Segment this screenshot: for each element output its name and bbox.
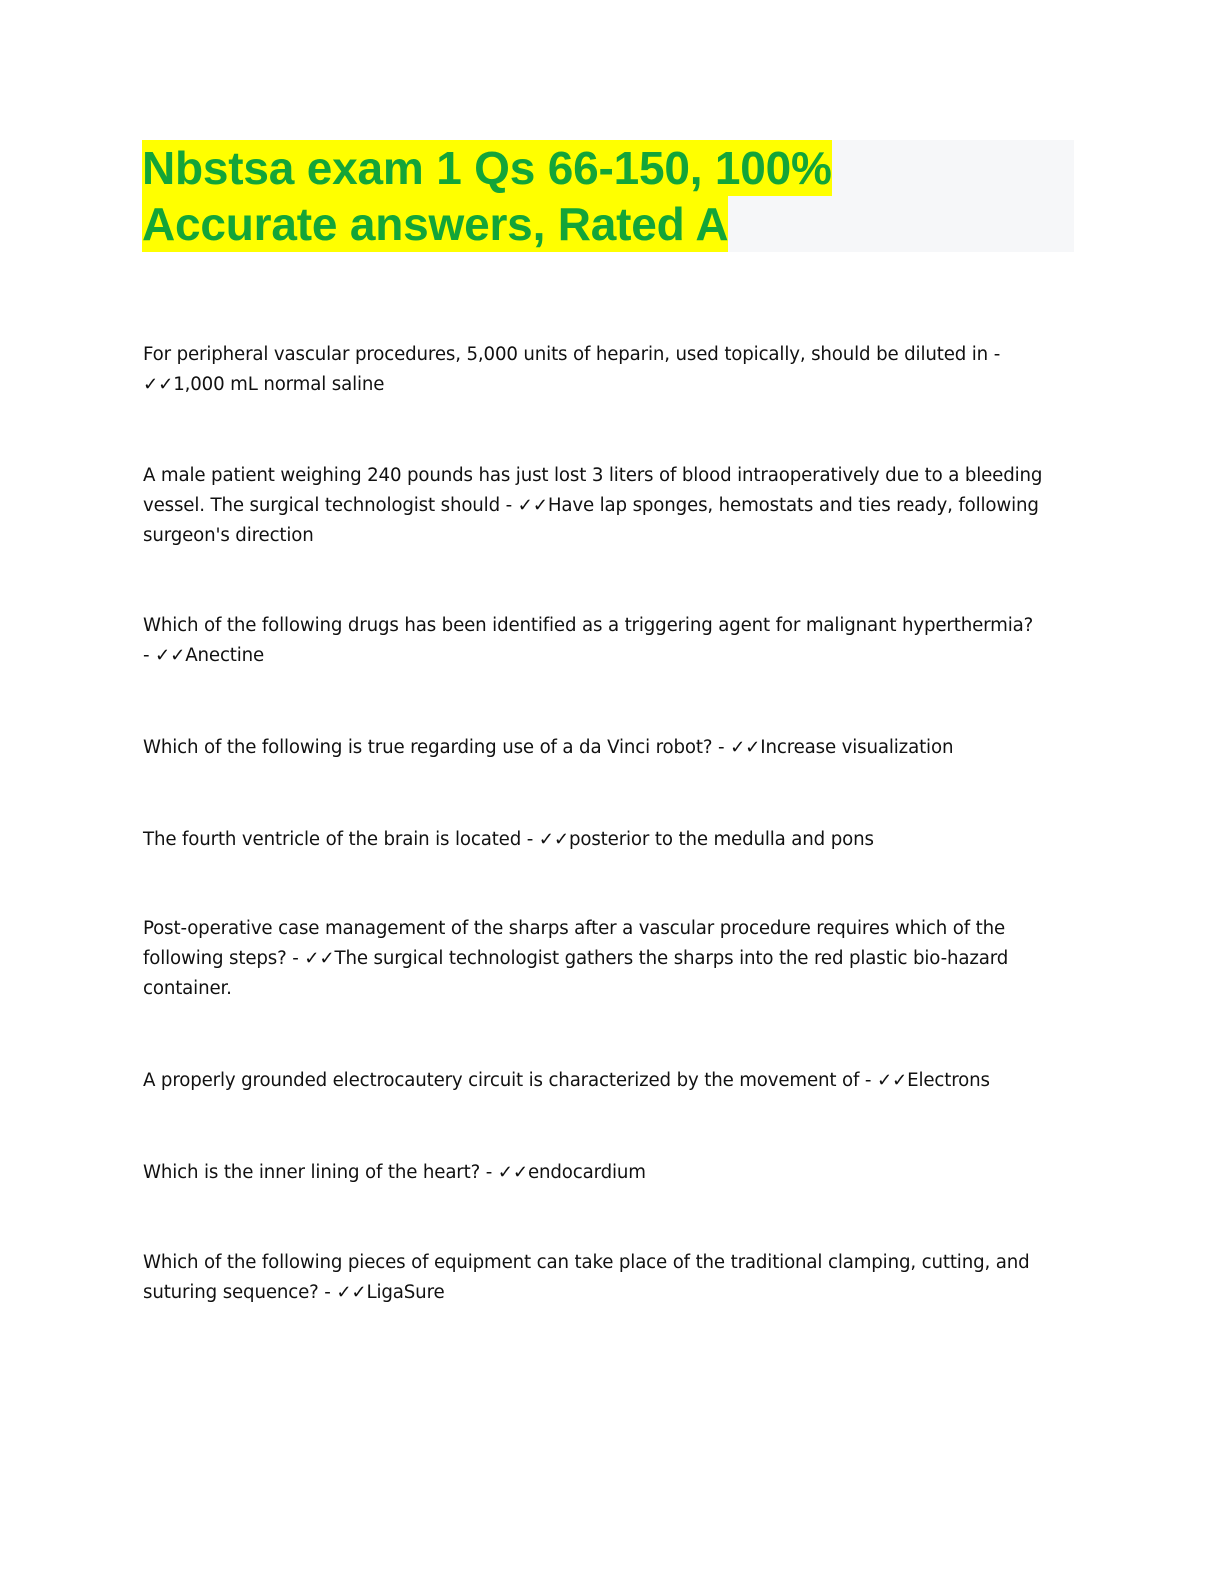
check-icon: ✓✓: [155, 645, 186, 666]
qa-item: [143, 1066, 1043, 1096]
check-icon: ✓✓: [143, 374, 174, 395]
question-text: The fourth ventricle of the brain is located -: [143, 829, 539, 850]
answer-text: Electrons: [907, 1070, 990, 1091]
answer-text: posterior to the medulla and pons: [568, 829, 874, 850]
question-text: For peripheral vascular procedures, 5,000 units of heparin, used topically, should be diluted in -: [143, 344, 1001, 365]
answer-text: 1,000 mL normal saline: [173, 374, 385, 395]
check-icon: ✓✓: [538, 829, 569, 850]
check-icon: ✓✓: [497, 1162, 528, 1183]
answer-text: Anectine: [185, 645, 265, 666]
qa-item: [143, 1248, 1043, 1308]
qa-item: [143, 611, 1043, 671]
document-title: [142, 140, 1074, 252]
qa-item: [143, 914, 1043, 1004]
question-text: Which is the inner lining of the heart? -: [143, 1162, 498, 1183]
answer-text: endocardium: [527, 1162, 646, 1183]
title-line-1: Nbstsa exam 1 Qs 66-150, 100%: [142, 142, 832, 194]
check-icon: ✓✓: [876, 1070, 908, 1091]
question-text: Which of the following is true regarding use of a da Vinci robot? -: [143, 737, 731, 758]
qa-item: [143, 461, 1043, 551]
question-text: Which of the following drugs has been identified as a triggering agent for malignant hyperthermia? -: [143, 615, 1034, 666]
qa-item: [143, 340, 1043, 400]
answer-text: The surgical technologist gathers the sharps into the red plastic bio-hazard container.: [143, 948, 1009, 999]
answer-text: Have lap sponges, hemostats and ties ready, following surgeon's direction: [143, 495, 1039, 546]
qa-item: [143, 733, 1043, 763]
question-text: A properly grounded electrocautery circuit is characterized by the movement of -: [143, 1070, 877, 1091]
check-icon: ✓✓: [336, 1282, 367, 1303]
qa-item: [143, 1158, 1043, 1188]
title-line-2: Accurate answers, Rated A: [142, 198, 729, 250]
check-icon: ✓✓: [517, 495, 548, 516]
answer-text: Increase visualization: [760, 737, 954, 758]
check-icon: ✓✓: [304, 948, 335, 969]
qa-item: [143, 825, 1043, 855]
question-text: Post-operative case management of the sharps after a vascular procedure requires which of the following steps? -: [143, 918, 1005, 969]
check-icon: ✓✓: [730, 737, 761, 758]
question-text: Which of the following pieces of equipment can take place of the traditional clamping, cutting, and suturing sequence? -: [143, 1252, 1030, 1303]
answer-text: LigaSure: [366, 1282, 445, 1303]
question-text: A male patient weighing 240 pounds has just lost 3 liters of blood intraoperatively due to a bleeding vessel. The surgical technologist should -: [143, 465, 1043, 516]
